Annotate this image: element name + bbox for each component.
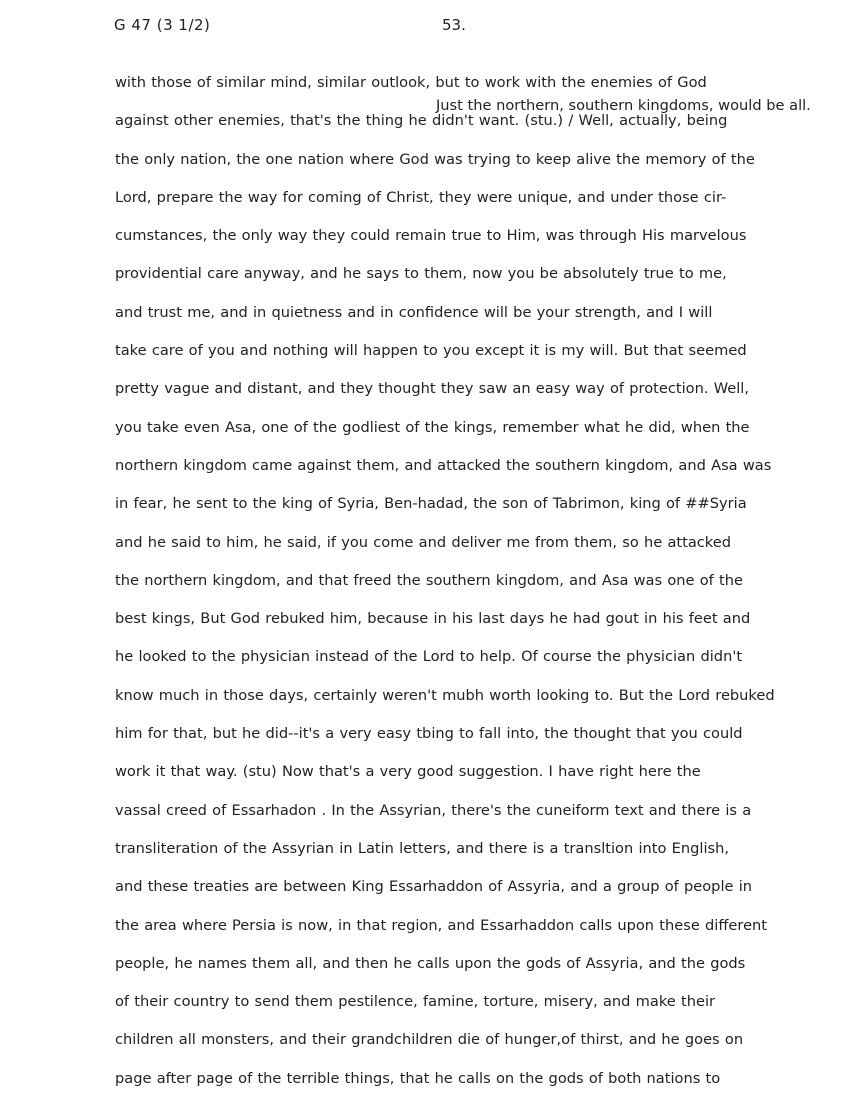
text-line: of their country to send them pestilence, famine, torture, misery, and make their xyxy=(115,993,715,1011)
text-line: with those of similar mind, similar outlook, but to work with the enemies of God xyxy=(115,74,707,91)
body-text xyxy=(115,73,853,1107)
text-line: against other enemies, that's the thing he didn't want. (stu.) / Well, actually, being xyxy=(115,112,728,130)
text-line: cumstances, the only way they could remain true to Him, was through His marvelous xyxy=(115,227,747,245)
text-line: and he said to him, he said, if you come and deliver me from them, so he attacked xyxy=(115,533,731,551)
text-line: people, he names them all, and then he calls upon the gods of Assyria, and the gods xyxy=(115,954,746,972)
text-line: the area where Persia is now, in that region, and Essarhaddon calls upon these different xyxy=(115,916,768,934)
handwritten-insertion: Just the northern, southern kingdoms, would be all. xyxy=(436,97,811,114)
text-line: him for that, but he did--it's a very easy tbing to fall into, the thought that you could xyxy=(115,725,743,743)
text-line: children all monsters, and their grandchildren die of hunger,of thirst, and he goes on xyxy=(115,1031,744,1049)
text-line: work it that way. (stu) Now that's a very good suggestion. I have right here the xyxy=(115,763,701,781)
text-line: pretty vague and distant, and they thought they saw an easy way of protection. Well, xyxy=(115,380,749,398)
text-line: page after page of the terrible things, that he calls on the gods of both nations to xyxy=(115,1069,721,1087)
text-line: take care of you and nothing will happen to you except it is my will. But that seemed xyxy=(115,342,747,360)
text-line: transliteration of the Assyrian in Latin letters, and there is a transltion into English, xyxy=(115,839,730,857)
text-line: northern kingdom came against them, and attacked the southern kingdom, and Asa was xyxy=(115,456,772,474)
text-line: he looked to the physician instead of the Lord to help. Of course the physician didn't xyxy=(115,648,743,666)
text-line: and trust me, and in quietness and in confidence will be your strength, and I will xyxy=(115,303,713,321)
text-line: Lord, prepare the way for coming of Christ, they were unique, and under those cir- xyxy=(115,188,727,206)
text-line: providential care anyway, and he says to them, now you be absolutely true to me, xyxy=(115,265,727,283)
document-id: G 47 (3 1/2) xyxy=(114,16,211,34)
text-line: in fear, he sent to the king of Syria, Ben-hadad, the son of Tabrimon, king of ##Syria xyxy=(115,495,747,513)
text-line: the northern kingdom, and that freed the southern kingdom, and Asa was one of the xyxy=(115,571,743,589)
text-line: vassal creed of Essarhadon . In the Assyrian, there's the cuneiform text and there is a xyxy=(115,801,752,819)
text-line: you take even Asa, one of the godliest of the kings, remember what he did, when the xyxy=(115,418,750,436)
page-number: 53. xyxy=(442,16,466,34)
text-line: and these treaties are between King Essarhaddon of Assyria, and a group of people in xyxy=(115,878,753,896)
text-line: the only nation, the one nation where God was trying to keep alive the memory of the xyxy=(115,150,755,168)
text-line: best kings, But God rebuked him, because in his last days he had gout in his feet and xyxy=(115,610,751,628)
text-line: know much in those days, certainly weren't mubh worth looking to. But the Lord rebuked xyxy=(115,686,775,704)
